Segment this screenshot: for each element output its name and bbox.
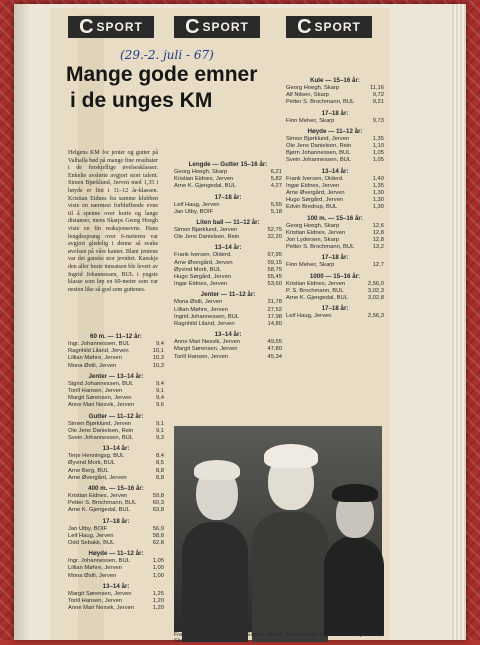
result-value: 8,8 [155,474,164,481]
athlete-name: Ingr. Johannessen, BUL [68,341,130,347]
athlete-name: Mona Østli, Jerven [68,572,117,579]
article-body: Helgens KM for jenter og gutter på Valhalla bød på mange fine resultater i de forskjellige øvelsesklasser. Enkelte avslørte avgjort stort talent. Simen Bjørklund, Jerven med 1,35 i høyde er fint i 11–12 år-klassen. Kristian Eidnes fra samme klubben viste en nærmest forbløffende evne til å spenne over korte og lange distanser, mens Skarps Georg Hoegh viste en fin reaksjonsevne. Hans lengdesprang over 6-meteren var avgjort gledelig i denne så svake øvelsen på våre kanter. Blant jentene var det ganske stor jevnhet. Kanskje den aller beste innsatsen ble levert av Ingrid Johannessen, BUL i yngste klasse som løp en 60-meter som var nesten like så god som guttenes. [68,150,158,293]
result-value: 12,8 [372,229,384,236]
page-edges [452,4,466,640]
result-value: 60,3 [152,500,164,507]
result-row [174,321,282,328]
athlete-name: Frank Iversen, Olderd. [174,252,232,259]
result-row [68,435,164,442]
result-value: 63,8 [152,507,164,514]
result-row [68,540,164,547]
result-row [286,204,384,211]
athlete-name: Edvin Bredrup, BUL [286,204,338,211]
results-section-title: Høyde — 11–12 år: [88,550,144,558]
result-value: 32,20 [267,234,282,241]
athlete-name: Hugo Sørgård, Jerven [286,197,344,204]
result-row [68,468,164,475]
athlete-name: Kristian Eidnes, Jerven [174,176,234,183]
result-row [174,274,282,281]
result-row [174,267,282,274]
athlete-figure [324,536,384,636]
athlete-name: Odd Sebakk, BUL [68,540,115,547]
result-row [174,260,282,267]
headline-line: Mange gode emner [66,63,258,86]
csport-logo [68,16,154,38]
result-row [68,381,164,388]
result-row [286,262,384,269]
result-value: 58,8 [152,532,164,539]
athlete-name: Svein Johannessen, BUL [286,157,352,164]
result-value: 59,8 [152,493,164,500]
result-row [68,395,164,402]
result-value: 6,21 [270,169,282,175]
athlete-name: Margit Sørensen, Jerven [68,590,132,597]
athlete-name: Svein Johannessen, BUL [68,435,134,442]
athlete-name: Alf Nilsen, Skarp [286,92,329,99]
result-value: 55,45 [267,274,282,281]
result-row [174,299,282,306]
result-value: 1,25 [152,590,164,597]
athlete-name: Torill Hansen, Jerven [174,353,229,360]
result-value: 56,9 [152,525,164,532]
athlete-name: Arne K. Gjengedal, BUL [68,507,130,514]
result-value: 49,55 [267,339,282,346]
athlete-name: Anne Mari Nesvik, Jerven [68,402,135,409]
handwritten-date: (29.-2. juli - 67) [120,48,214,62]
result-row [286,197,384,204]
result-row [68,475,164,482]
results-section-title: Liten ball — 11–12 år: [196,219,260,227]
result-value: 10,1 [152,348,164,355]
csport-logo [286,16,372,38]
results-section-title: 13–14 år: [214,331,242,339]
result-row [174,202,282,209]
result-row [68,453,164,460]
result-row [174,346,282,353]
result-row [286,183,384,190]
athlete-name: Lillian Møhre, Jerven [68,355,122,362]
result-value: 1,05 [372,157,384,164]
athlete-name: Anne Mari Nesvik, Jerven [68,605,135,612]
result-value: 2,56,3 [367,313,384,320]
result-value: 9,1 [155,420,164,427]
result-value: 53,60 [267,281,282,288]
athletes-photo [174,426,382,632]
result-row [174,209,282,216]
result-value: 62,8 [152,540,164,547]
result-value: 10,3 [152,355,164,362]
result-row [68,573,164,580]
result-value: 12,8 [372,237,384,244]
result-value: 9,4 [155,380,164,387]
result-row [286,92,384,99]
result-value: 1,20 [152,598,164,605]
results-column-right [286,74,384,320]
result-row [286,136,384,143]
result-row [286,295,384,302]
athlete-name: Finn Melver, Skarp [286,262,335,269]
result-value: 9,6 [155,402,164,409]
result-value: 4,27 [270,183,282,190]
result-row [174,307,282,314]
athlete-name: Simon Bjørklund, Jerven [174,227,238,234]
athlete-hair [264,444,318,468]
result-row [174,314,282,321]
athlete-figure [252,512,328,642]
result-row [68,526,164,533]
results-section-title: 17–18 år: [102,517,130,525]
result-row [286,150,384,157]
result-row [174,252,282,259]
athlete-hair [332,484,378,502]
results-section-title: 1000 — 15–16 år: [309,272,361,280]
result-row [174,281,282,288]
photo-caption: Fra premieutdelingen i 100 m. Eidnes, Jerven, Georg Hoegh og Kristian Jon Lydersen, Skarp. [174,632,381,645]
result-value: 5,82 [270,176,282,183]
athlete-name: Torill Hansen, Jerven [68,388,123,395]
results-column-left [68,330,164,612]
result-row [68,363,164,370]
result-row [286,244,384,251]
result-row [286,157,384,164]
result-row [68,348,164,355]
athlete-name: Georg Hoegh, Skarp [286,222,340,229]
result-row [68,460,164,467]
athlete-name: Bjørn Johannessen, BUL [286,150,351,157]
result-row [68,591,164,598]
results-section-title: 100 m. — 15–16 år: [307,214,363,222]
athlete-name: Arne K. Gjengedal, BUL [286,295,348,302]
logo-text: SPORT [202,20,249,34]
headline [66,62,286,114]
results-section-title: Jenter — 11–12 år: [200,291,256,299]
athlete-name: Georg Hoegh, Skarp [286,85,340,91]
c-logo-icon: C [185,15,201,38]
result-value: 14,80 [267,321,282,328]
result-row [286,176,384,183]
athlete-name: Terje Henningsg, BUL [68,453,125,460]
result-value: 9,1 [155,427,164,434]
athlete-name: Petter S. Brochmann, BUL [68,500,137,507]
athlete-name: Ingr. Johannessen, BUL [68,558,130,565]
result-value: 2,56,0 [367,280,384,287]
result-row [68,355,164,362]
result-value: 17,98 [267,313,282,320]
athlete-name: Ingar Eidnes, Jerven [174,281,228,288]
result-value: 11,16 [369,85,384,91]
results-section-title: 60 m. — 11–12 år: [90,333,142,340]
result-row [68,428,164,435]
result-row [174,234,282,241]
athlete-name: Anne Mari Nesvik, Jerven [174,339,241,346]
results-section-title: Gutter — 11–12 år: [88,412,144,420]
results-section-title: 17–18 år: [321,109,349,117]
result-value: 5,18 [270,208,282,215]
result-row [286,237,384,244]
result-row [68,605,164,612]
result-value: 52,75 [267,227,282,234]
result-row [174,183,282,190]
athlete-name: Sigrid Johannessen, BUL [68,380,134,387]
athlete-name: Øyvind Mork, BUL [174,266,222,273]
logo-text: SPORT [96,20,143,34]
result-value: 1,05 [152,558,164,565]
athlete-name: Petter S. Brochmann, BUL [286,244,355,251]
athlete-name: Hugo Sørgård, Jerven [174,274,232,281]
result-row [286,85,384,92]
athlete-hair [194,460,240,480]
result-value: 8,4 [155,453,164,460]
result-value: 59,15 [267,259,282,266]
result-row [286,313,384,320]
athlete-name: Arne Berg, BUL [68,467,109,474]
result-row [68,341,164,348]
athlete-name: Arne Øvergård, Jerven [68,474,127,481]
result-value: 1,30 [372,190,384,197]
result-value: 1,00 [152,565,164,572]
result-value: 9,4 [155,341,164,347]
result-row [174,169,282,176]
result-value: 1,20 [152,605,164,612]
results-section-title: 17–18 år: [321,254,349,262]
athlete-name: Lillian Møhre, Jerven [174,306,228,313]
result-row [286,99,384,106]
athlete-name: Mona Østli, Jerven [68,362,117,369]
athlete-name: Leif Haug, Jerven [174,201,220,208]
result-value: 12,7 [372,262,384,269]
results-section-title: Jenter — 13–14 år: [88,372,144,380]
athlete-name: Ingar Eidnes, Jerven [286,182,340,189]
csport-logo [174,16,260,38]
athlete-name: Margit Sørensen, Jerven [68,395,132,402]
athlete-name: Arne Øvergård, Jerven [174,259,233,266]
result-row [286,288,384,295]
result-row [68,598,164,605]
result-row [68,565,164,572]
result-row [174,339,282,346]
athlete-name: Øyvind Mork, BUL [68,460,116,467]
athlete-figure [182,522,248,642]
result-value: 1,30 [372,204,384,211]
result-row [286,143,384,150]
scrapbook-binding [14,4,32,640]
c-logo-icon: C [297,15,313,38]
result-value: 1,30 [372,197,384,204]
result-value: 3,02,3 [367,287,384,294]
result-row [68,421,164,428]
result-value: 47,80 [267,346,282,353]
result-row [68,558,164,565]
newspaper-clipping [50,8,390,645]
athlete-name: Jan Utby, BOIF [174,208,214,215]
athlete-name: Mona Østli, Jerven [174,299,223,306]
athlete-name: Leif Haug, Jerven [286,313,332,320]
athlete-name: Ole Jens Danielsen, Rein [286,143,352,150]
result-value: 13,2 [372,244,384,251]
result-value: 1,10 [372,143,384,150]
result-row [286,223,384,230]
results-section-title: 13–14 år: [102,445,130,453]
athlete-name: Ragnhild Liland, Jerven [174,321,235,328]
results-section-title: 13–14 år: [102,582,130,590]
athlete-name: Kristian Eidnes, Jerven [68,493,128,500]
results-section-title: 13–14 år: [321,167,349,175]
athlete-name: Lillian Møhre, Jerven [68,565,122,572]
result-row [68,500,164,507]
result-value: 8,5 [155,460,164,467]
result-value: 8,8 [155,467,164,474]
result-value: 67,95 [267,252,282,259]
athlete-name: Ole Jens Danielsen, Rein [68,427,134,434]
result-value: 3,02,8 [367,295,384,302]
result-row [68,493,164,500]
result-row [286,281,384,288]
results-section-title: 17–18 år: [214,193,242,201]
athlete-name: Simen Bjørklund, Jerven [68,420,132,427]
results-section-title: Lengde — Gutter 15–16 år: [188,161,268,168]
results-section-title: 13–14 år: [214,244,242,252]
athlete-name: Finn Melver, Skarp [286,117,335,124]
athlete-name: Torill Hansen, Jerven [68,598,123,605]
results-section-title: Høyde — 11–12 år: [307,127,363,135]
athlete-name: Jan Utby, BOIF [68,525,108,532]
result-row [174,354,282,361]
result-row [68,507,164,514]
athlete-name: Leif Haug, Jerven [68,532,114,539]
result-value: 31,78 [267,299,282,306]
results-column-middle [174,158,282,361]
result-value: 12,6 [372,222,384,229]
result-value: 27,52 [267,306,282,313]
athlete-name: Kristian Eidnes, Jerven [286,229,346,236]
result-row [68,388,164,395]
result-value: 5,65 [270,201,282,208]
result-value: 1,05 [372,150,384,157]
result-value: 9,72 [372,92,384,99]
result-row [68,402,164,409]
result-value: 1,40 [372,175,384,182]
logo-text: SPORT [314,20,361,34]
result-value: 1,00 [152,572,164,579]
athlete-name: Ole Jens Danielsen, Rein [174,234,240,241]
result-value: 1,35 [372,182,384,189]
athlete-name: Simon Bjørklund, Jerven [286,135,350,142]
result-value: 9,21 [372,99,384,106]
result-row [286,118,384,125]
result-value: 9,1 [155,388,164,395]
result-row [174,227,282,234]
result-value: 1,35 [372,135,384,142]
result-value: 58,75 [267,266,282,273]
results-section-title: 17–18 år: [321,305,349,313]
results-section-title: Kule — 15–16 år: [310,77,360,84]
athlete-name: Frank Iversen, Olderd. [286,175,344,182]
athlete-name: Georg Hoegh, Skarp [174,169,228,175]
headline-line: i de unges KM [70,89,213,112]
result-row [68,533,164,540]
athlete-name: Ragnhild Liland, Jerven [68,348,129,355]
c-logo-icon: C [79,15,95,38]
athlete-name: Ingrid Johannessen, BUL [174,313,240,320]
results-section-title: 400 m. — 15–16 år: [88,485,144,493]
athlete-name: Petter S. Brochmann, BUL [286,99,355,106]
result-value: 10,3 [152,362,164,369]
athlete-name: Arne Øvergård, Jerven [286,190,345,197]
athlete-name: Jon Lydersen, Skarp [286,237,339,244]
result-row [286,230,384,237]
athlete-name: Arne K. Gjengedal, BUL [174,183,236,190]
result-value: 9,4 [155,395,164,402]
result-row [174,176,282,183]
result-value: 9,3 [155,435,164,442]
athlete-name: Margit Sørensen, Jerven [174,346,238,353]
result-value: 9,73 [372,117,384,124]
athlete-name: P. S. Brochmann, BUL [286,287,344,294]
result-value: 45,34 [267,353,282,360]
athlete-name: Kristian Eidnes, Jerven [286,280,346,287]
